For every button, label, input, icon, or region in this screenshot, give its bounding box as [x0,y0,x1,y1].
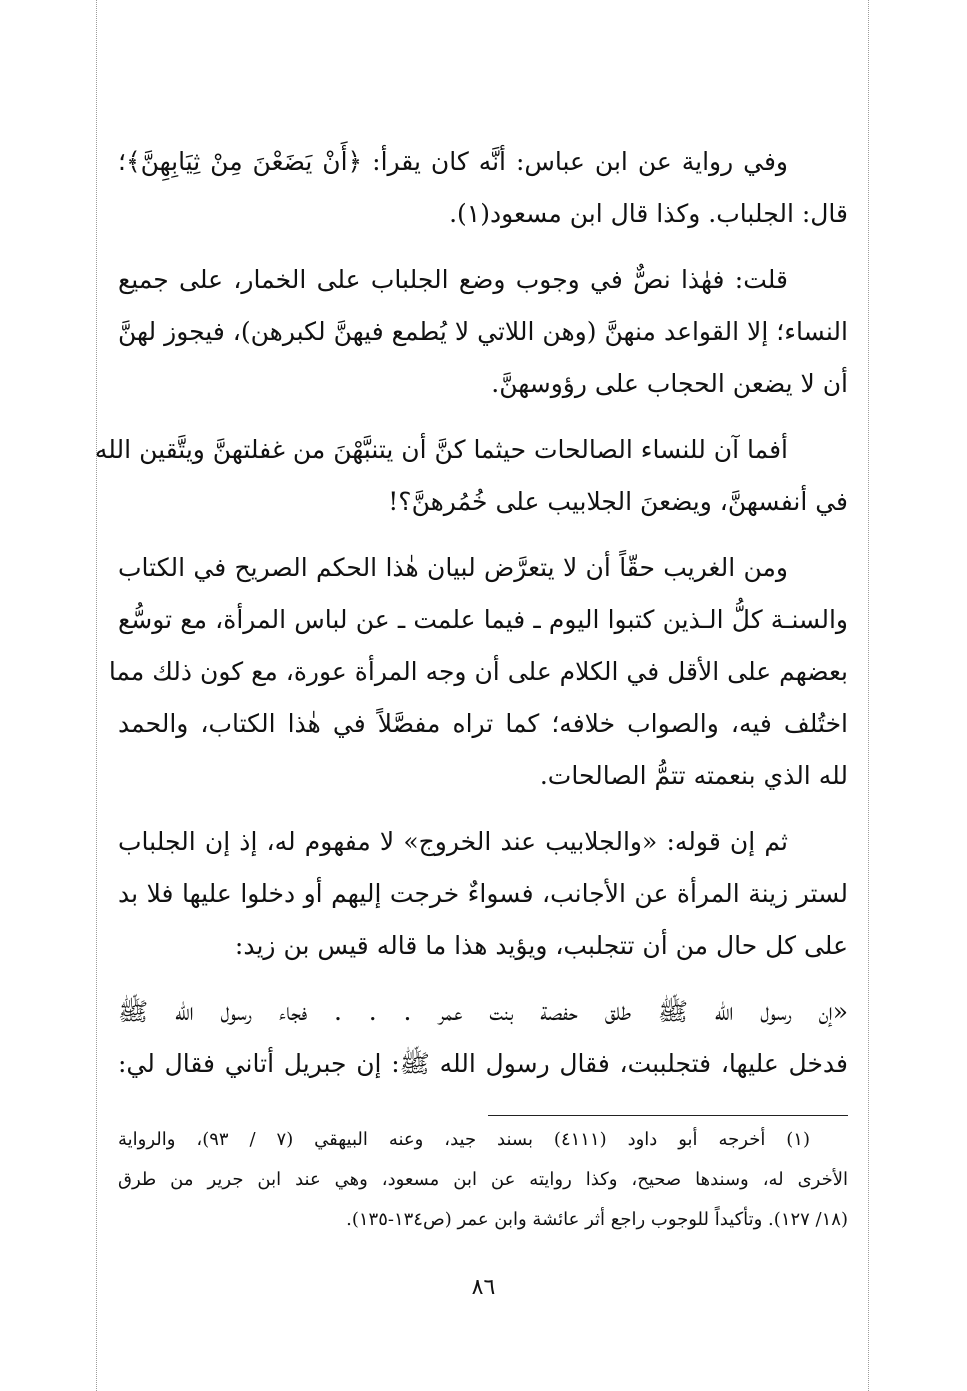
footnotes [118,1120,848,1240]
text-line: اختُلف فيه، والصواب خلافه؛ كما تراه مفصَّلاً في هٰذا الكتاب، والحمد [118,709,848,738]
text-line: على كل حال من أن تتجلبب، ويؤيد هذا ما قاله قيس بن زيد: [234,931,848,960]
paragraph-hadith-quote [118,986,848,1090]
right-margin-guide [868,0,869,1391]
footnote-line: (١٨/ ١٢٧). وتأكيداً للوجوب راجع أثر عائشة وابن عمر (ص١٣٤-١٣٥). [346,1209,848,1230]
text-line: ومن الغريب حقّاً أن لا يتعرَّض لبيان هٰذا الحكم الصريح في الكتاب [118,553,788,582]
paragraph-ibn-abbas-narration [118,136,848,240]
left-margin-guide [96,0,97,1391]
text-line: في أنفسهنَّ، ويضعنَ الجلابيب على خُمُرهنَّ؟! [388,487,848,516]
paragraph-commentary [118,254,848,410]
text-line: لستر زينة المرأة عن الأجانب، فسواءٌ خرجت إليهم أو دخلوا عليها فلا بد [118,879,848,908]
text-line: أفما آن للنساء الصالحات حيثما كنَّ أن يتنبَّهْنَ من غفلتهنَّ ويتَّقين الله [94,435,788,464]
page-body [94,136,848,1104]
paragraph-observation [108,542,848,802]
text-line: أن لا يضعن الحجاب على رؤوسهنَّ. [491,369,848,398]
paragraph-argument [118,816,848,972]
page-number: ٨٦ [471,1275,496,1300]
text-line: قال: الجلباب. وكذا قال ابن مسعود(١). [449,199,848,228]
footnote-line: (١) أخرجه أبو داود (٤١١١) بسند جيد، وعنه البيهقي (٧ / ٩٣)، والرواية [118,1129,810,1150]
footnote-divider [488,1115,848,1116]
text-line: والسنـة كلُّ الـذين كتبوا اليوم ـ فيما علمت ـ عن لباس المرأة، مع توسُّع [118,605,848,634]
text-line: قلت: فهٰذا نصٌّ في وجوب وضع الجلباب على الخمار، على جميع [118,265,788,294]
text-line: النساء؛ إلا القواعد منهنَّ (وهن اللاتي لا يُطمع فيهنَّ لكبرهن)، فيجوز لهنَّ [118,317,848,346]
footnote-line: الأخرى له، وسندها صحيح، وكذا روايته عن ابن مسعود، وهي عند ابن جرير من طرق [118,1169,848,1190]
text-line: ثم إن قوله: «والجلابيب عند الخروج» لا مفهوم له، إذ إن الجلباب [118,827,788,856]
paragraph-exhortation [94,424,848,528]
text-line: «إن رسول الله ﷺ طلق حفصة بنت عمر . . . فجاء رسول الله ﷺ [118,997,848,1026]
text-line: لله الذي بنعمته تتمُّ الصالحات. [539,761,848,790]
text-line: فدخل عليها، فتجلببت، فقال رسول الله ﷺ: إن جبريل أتاني فقال لي: [118,1049,848,1078]
text-line: بعضهم على الأقل في الكلام على أن وجه المرأة عورة، مع كون ذلك مما [108,657,848,686]
text-line: وفي رواية عن ابن عباس: أنَّه كان يقرأ: ﴿أَنْ يَضَعْنَ مِنْ ثِيَابِهِنَّ﴾؛ [118,147,788,176]
